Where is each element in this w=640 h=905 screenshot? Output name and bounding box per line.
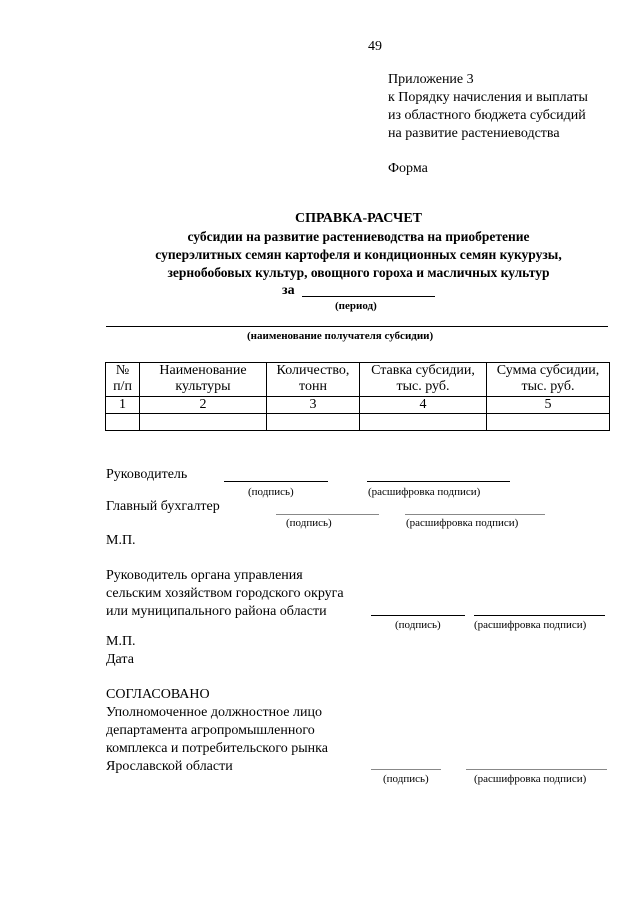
decoding-caption: (расшифровка подписи) [474,773,587,785]
appendix-block [388,71,588,143]
table-cell[interactable] [106,414,140,431]
official-block [106,704,328,776]
table-header-cell: Ставка субсидии, тыс. руб. [360,363,487,397]
form-label: Форма [388,161,428,176]
title-line: субсидии на развитие растениеводства на приобретение [187,229,530,244]
table-cell: 5 [487,397,610,414]
official-signature-line [371,769,441,770]
table-cell[interactable] [360,414,487,431]
table-cell: 4 [360,397,487,414]
period-prefix: за [282,283,295,298]
title-line: зернобобовых культур, овощного гороха и масличных культур [167,265,550,280]
stamp-label: М.П. [106,533,136,548]
recipient-caption: (наименование получателя субсидии) [247,330,434,342]
signature-caption: (подпись) [383,773,429,785]
signature-caption: (подпись) [286,517,332,529]
table-header-cell: Наименование культуры [140,363,267,397]
table-cell[interactable] [487,414,610,431]
authority-line: Руководитель органа управления [106,568,303,583]
table-header-row [106,363,610,397]
title-line: суперэлитных семян картофеля и кондиционных семян кукурузы, [155,247,562,262]
official-line: Уполномоченное должностное лицо [106,705,322,720]
period-caption: (период) [335,300,377,312]
director-label: Руководитель [106,467,188,482]
decoding-caption: (расшифровка подписи) [368,486,481,498]
page-number: 49 [368,39,382,54]
appendix-line: из областного бюджета субсидий [388,108,586,123]
date-label: Дата [106,652,134,667]
authority-decoding-line [474,615,605,616]
table-header-cell: № п/п [106,363,140,397]
appendix-line: Приложение 3 [388,72,474,87]
table-number-row [106,397,610,414]
authority-line: или муниципального района области [106,604,327,619]
stamp-label: М.П. [106,634,136,649]
table-cell: 1 [106,397,140,414]
document-title: СПРАВКА-РАСЧЕТ [294,211,423,226]
chief-accountant-label: Главный бухгалтер [106,499,220,514]
official-line: департамента агропромышленного [106,723,315,738]
official-line: комплекса и потребительского рынка [106,741,328,756]
table-header-cell: Сумма субсидии, тыс. руб. [487,363,610,397]
official-decoding-line [466,769,607,770]
title-subject [0,228,640,282]
decoding-caption: (расшифровка подписи) [406,517,519,529]
authority-line: сельским хозяйством городского округа [106,586,344,601]
agreed-label: СОГЛАСОВАНО [106,687,210,702]
authority-signature-line [371,615,465,616]
table-header-cell: Количество, тонн [267,363,360,397]
table-cell[interactable] [267,414,360,431]
recipient-field-line [106,326,608,327]
signature-caption: (подпись) [395,619,441,631]
period-field-line [302,296,435,297]
official-line: Ярославской области [106,759,233,774]
table-cell: 2 [140,397,267,414]
table-cell: 3 [267,397,360,414]
appendix-line: на развитие растениеводства [388,126,560,141]
director-signature-line [224,481,328,482]
table-row [106,414,610,431]
subsidy-table [105,362,610,431]
decoding-caption: (расшифровка подписи) [474,619,587,631]
table-cell[interactable] [140,414,267,431]
authority-block [106,567,344,621]
director-decoding-line [367,481,510,482]
signature-caption: (подпись) [248,486,294,498]
accountant-decoding-line [405,514,545,515]
appendix-line: к Порядку начисления и выплаты [388,90,588,105]
accountant-signature-line [276,514,379,515]
